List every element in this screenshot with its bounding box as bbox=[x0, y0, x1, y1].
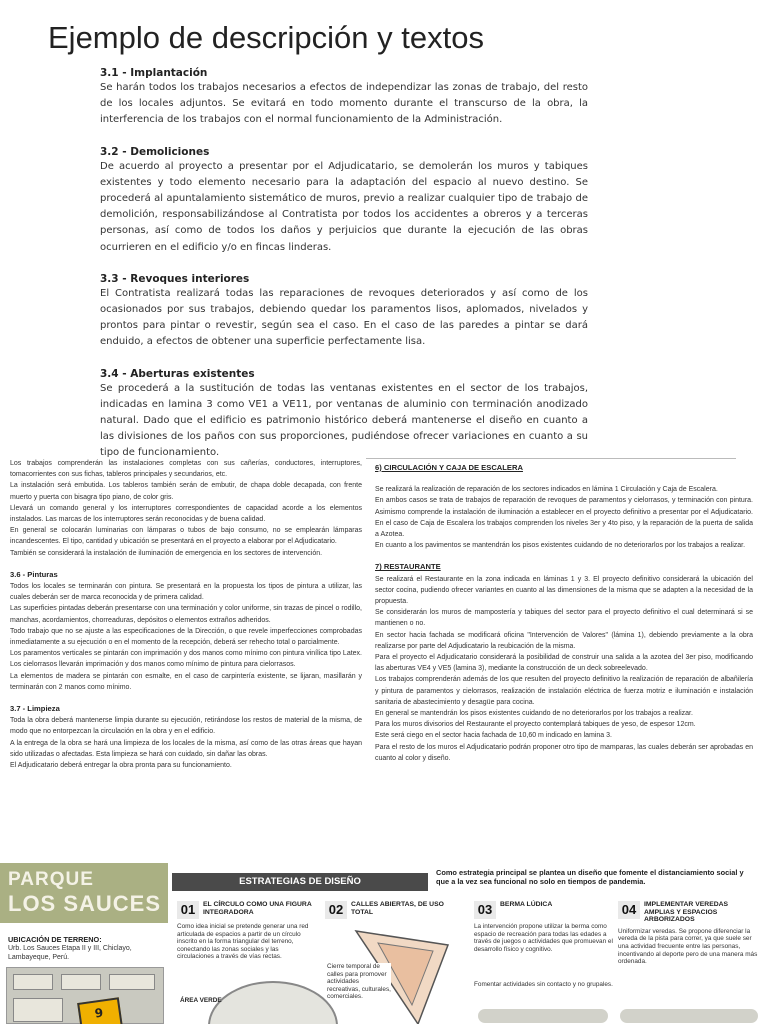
paragraph: Toda la obra deberá mantenerse limpia durante su ejecución, retirándose los restos de material de la misma, de modo que no entorpezcan la circulación en la obra y en el edificio. bbox=[10, 717, 362, 736]
section-heading: 3.3 - Revoques interiores bbox=[100, 272, 250, 285]
paragraph: Todos los locales se terminarán con pintura. Se presentará en la propuesta los tipos de pintura a utilizar, las cuales deberán ser de marca reconocida y de primera calidad. bbox=[10, 583, 362, 602]
spacer bbox=[375, 474, 753, 484]
paragraph: Se realizará la realización de reparación de los sectores indicados en lámina 1 Circulación y Caja de Escalera. bbox=[375, 486, 718, 494]
strategy-item-2 bbox=[325, 901, 465, 919]
strategy-item-1 bbox=[177, 901, 317, 961]
section-aberturas bbox=[100, 367, 588, 462]
page-title: Ejemplo de descripción y textos bbox=[48, 20, 484, 55]
scan-right-column bbox=[375, 458, 753, 764]
paragraph: Los paramentos verticales se pintarán con imprimación y dos manos como mínimo con pintura vinílica tipo Latex. Los cielorrasos llevarán imprimación y dos manos como mínimo de pintura para cielorrasos. bbox=[10, 650, 362, 669]
paragraph: Las superficies pintadas deberán presentarse con una terminación y color uniforme, sin trazas de pincel o rodillo, manchas, acordamientos, chorreaduras, depósitos o elementos extraños adheridos. bbox=[10, 605, 362, 624]
section-revoques bbox=[100, 272, 588, 351]
section-body: Se harán todos los trabajos necesarios a efectos de independizar las zonas de trabajo, del resto de los locales adjuntos. Se evitará en todo momento durante el transcurso de la obra, la interferencia de los trabajos con el normal funcionamiento de la Administración. bbox=[100, 82, 588, 126]
paragraph: Se considerarán los muros de mampostería y tabiques del sector para el proyecto definitivo el cual determinará si se mantienen o no. bbox=[375, 609, 753, 628]
strategy-heading: BERMA LÚDICA bbox=[500, 901, 553, 908]
paragraph: Todo trabajo que no se ajuste a las especificaciones de la Dirección, o que revele imperfecciones comprobadas inmediatamente a su ejecución o en el momento de la recepción, deberá ser rehecho total o parcialmente. bbox=[10, 627, 362, 647]
strategies-title: ESTRATEGIAS DE DISEÑO bbox=[239, 876, 361, 887]
paragraph: También se considerará la instalación de iluminación de emergencia en los sectores de intervención. bbox=[10, 549, 323, 557]
paragraph: Para el proyecto el Adjudicatario considerará la posibilidad de construir una salida a la azotea del 3er piso, modificando las aberturas VE4 y VE5 (lamina 3), mediante la construcción de un deck sobreelevado. bbox=[375, 654, 753, 673]
paragraph: A la entrega de la obra se hará una limpieza de los locales de la misma, así como de las otras áreas que hayan sido utilizadas o afectadas. Esta limpieza se hará con cuidado, sin dañar las obras. bbox=[10, 739, 362, 758]
strategy-item-3 bbox=[474, 901, 614, 953]
heading-limpieza: 3.7 - Limpieza bbox=[10, 704, 60, 714]
paragraph: Este será ciego en el sector hacia fachada de 10,60 m indicado en lamina 3. bbox=[375, 732, 612, 740]
map-block bbox=[109, 974, 155, 990]
paragraph: En general se mantendrán los pisos existentes cuidando de no deteriorarlos por los trabajos a realizar. bbox=[375, 710, 693, 718]
section-heading: 3.4 - Aberturas existentes bbox=[100, 367, 255, 380]
location-info bbox=[8, 935, 163, 962]
paragraph: Llevará un comando general y los interruptores correspondientes de capacidad acorde a los elementos instalados. Las marcas de los interruptores serán reconocidas y de buena calidad. bbox=[10, 504, 362, 524]
strategy-number: 04 bbox=[618, 901, 640, 919]
section-demoliciones bbox=[100, 145, 588, 256]
map-site-marker bbox=[77, 997, 123, 1024]
paragraph: Los trabajos comprenderán las instalaciones completas con sus cañerías, conductores, interruptores, tomacorrientes con sus fichas, tableros principales y secundarios, etc. bbox=[10, 460, 362, 479]
area-verde-label: ÁREA VERDE bbox=[180, 997, 222, 1004]
poster-sidebar bbox=[0, 863, 168, 1024]
strategy-heading: CALLES ABIERTAS, DE USO TOTAL bbox=[351, 901, 444, 916]
section-body: De acuerdo al proyecto a presentar por el Adjudicatario, se demolerán los muros y tabiques existentes y todo elemento necesario para la adaptación del espacio al nuevo destino. Se procederá al apuntalamiento sistemático de muros, previo a realizar cualquier tipo de trabajo de demolición, responsabilizándose al Contratista por todos los accidentes a obreros y a terceras personas, así como de todos los daños y perjuicios que durante la ejecución de las obras ocurrieren en el edificio y/o en fincas linderas. bbox=[100, 160, 588, 253]
circle-diagram bbox=[208, 981, 338, 1024]
paragraph: Los trabajos comprenderán además de los que resulten del proyecto definitivo la realización de reparación de albañilería y pintura de paramentos y cielorrasos, realización de instalación eléctrica de fuerza motriz e iluminación e instalación sanitaria de abastecimiento y desagüe para cocina. bbox=[375, 676, 753, 706]
paragraph: En ambos casos se trata de trabajos de reparación de revoques de paramentos y cielorrasos, y terminación con pintura. Asimismo comprende la instalación de iluminación a establecer en el proyecto definitivo a presentar por el Adjudicatario. En el caso de Caja de Escalera los trabajos comprenden los niveles 3er y 4to piso, y la reparación de la puerta de salida a Azotea. bbox=[375, 497, 753, 539]
section-heading: 3.2 - Demoliciones bbox=[100, 145, 210, 158]
map-pin-label: 9 bbox=[93, 1005, 105, 1021]
berma-sketch bbox=[478, 1009, 608, 1023]
heading-pinturas: 3.6 - Pinturas bbox=[10, 569, 58, 579]
strategy-number: 02 bbox=[325, 901, 347, 919]
paragraph: Para el resto de los muros el Adjudicatario podrán proponer otro tipo de mamparas, las cuales deberán ser aprobadas en cuanto al color y diseño. bbox=[375, 743, 753, 762]
strategy-number: 01 bbox=[177, 901, 199, 919]
strategy-body: Uniformizar veredas. Se propone diferenciar la vereda de la pista para correr, ya que suele ser una actividad frecuente entre las personas, incentivando al deporte pero de una manera más ordenada. bbox=[618, 927, 758, 966]
paragraph: La elementos de madera se pintarán con esmalte, en el caso de carpintería existente, se lijaran, masillarán y terminarán con 2 manos como mínimo. bbox=[10, 672, 362, 691]
paragraph: En cuanto a los pavimentos se mantendrán los pisos existentes cuidando de no deteriorarlos por los trabajos a realizar. bbox=[375, 542, 746, 550]
brand-block bbox=[0, 863, 168, 923]
strategy-heading: IMPLEMENTAR VEREDAS AMPLIAS Y ESPACIOS ARBORIZADOS bbox=[644, 901, 729, 924]
paragraph: El Adjudicatario deberá entregar la obra pronta para su funcionamiento. bbox=[10, 762, 232, 770]
berma-note: Fomentar actividades sin contacto y no grupales. bbox=[474, 981, 613, 988]
paragraph: Para los muros divisorios del Restaurante el proyecto contemplará tabiques de yeso, de espesor 12cm. bbox=[375, 721, 696, 729]
sidewalk-sketch bbox=[620, 1009, 758, 1023]
heading-circulacion: 6) CIRCULACIÓN Y CAJA DE ESCALERA bbox=[375, 463, 523, 472]
strategies-title-bar bbox=[172, 873, 428, 891]
map-block bbox=[13, 998, 63, 1022]
closed-streets-note: Cierre temporal de calles para promover actividades recreativas, culturales, comerciales. bbox=[327, 963, 391, 1001]
paragraph: Se realizará el Restaurante en la zona indicada en láminas 1 y 3. El proyecto definitivo considerará la ubicación del sector cocina, pudiendo ofrecer variantes en cuanto al las dimensiones de la misma que se adapten a la necesidad de la propuesta. bbox=[375, 575, 753, 606]
section-heading: 3.1 - Implantación bbox=[100, 67, 208, 79]
section-body: El Contratista realizará todas las reparaciones de revoques deteriorados y así como de los ocasionados por sus trabajos, debiendo quedar los paramentos lisos, aplomados, nivelados y prontos para pintar o revestir, según sea el caso. En el caso de las paredes a pintar se dará enduido, a efectos de obtener una superficie perfectamente lisa. bbox=[100, 287, 588, 348]
paragraph: La instalación será embutida. Los tableros también serán de embutir, de chapa doble decapada, con frente muerto y puerta con bisagra tipo piano, de color gris. bbox=[10, 482, 362, 501]
strategy-body: La intervención propone utilizar la berma como espacio de recreación para todas las edades a través de juegos o actividades que promuevan el desarrollo físico y cognitivo. bbox=[474, 923, 613, 953]
paragraph: En sector hacia fachada se modificará oficina "Intervención de Valores" (lámina 1), debiendo previamente a la obra realizarse por parte del Adjudicatario la reubicación de la misma. bbox=[375, 631, 753, 650]
section-implantacion bbox=[100, 66, 588, 129]
strategy-heading: EL CÍRCULO COMO UNA FIGURA INTEGRADORA bbox=[203, 901, 312, 916]
design-poster bbox=[0, 863, 768, 1024]
strategy-note: Como estrategia principal se plantea un diseño que fomente el distanciamiento social y que a la vez sea funcional no solo en tiempos de pandemia. bbox=[436, 868, 744, 886]
map-block bbox=[13, 974, 53, 990]
section-body: Se procederá a la sustitución de todas las ventanas existentes en el sector de los trabajos, indicadas en lamina 3 como VE1 a VE11, por ventanas de aluminio con terminación anodizado natural. Dado que el edificio es patrimonio histórico deberá mantenerse el diseño en cuanto a las divisiones de los paños con sus proporciones, pudiéndose ofrecer variaciones en cuanto a su tipo de funcionamiento. bbox=[100, 382, 588, 459]
strategy-item-4 bbox=[618, 901, 758, 966]
heading-restaurante: 7) RESTAURANTE bbox=[375, 562, 441, 572]
strategy-body: Como idea inicial se pretende generar una red articulada de espacios a partir de un círculo inscrito en la forma triangular del terreno, conectando las zonas sociales y las circulaciones a través de vías rectas. bbox=[177, 923, 309, 961]
location-heading: UBICACIÓN DE TERRENO: bbox=[8, 935, 102, 944]
scan-left-column bbox=[10, 458, 362, 771]
map-block bbox=[61, 974, 101, 990]
brand-line-1: PARQUE bbox=[8, 869, 94, 890]
location-map bbox=[6, 967, 164, 1024]
top-document bbox=[100, 66, 588, 478]
location-text: Urb. Los Sauces Etapa II y III, Chiclayo, Lambayeque, Perú. bbox=[8, 945, 132, 961]
strategy-number: 03 bbox=[474, 901, 496, 919]
brand-line-2: LOS SAUCES bbox=[8, 891, 162, 916]
paragraph: En general se colocarán luminarias con lámparas o tubos de bajo consumo, no se emplearán lámparas incandescentes. El tipo, cantidad y ubicación se presentará en el proyecto a elaborar por el Adjudicatario. bbox=[10, 527, 362, 546]
